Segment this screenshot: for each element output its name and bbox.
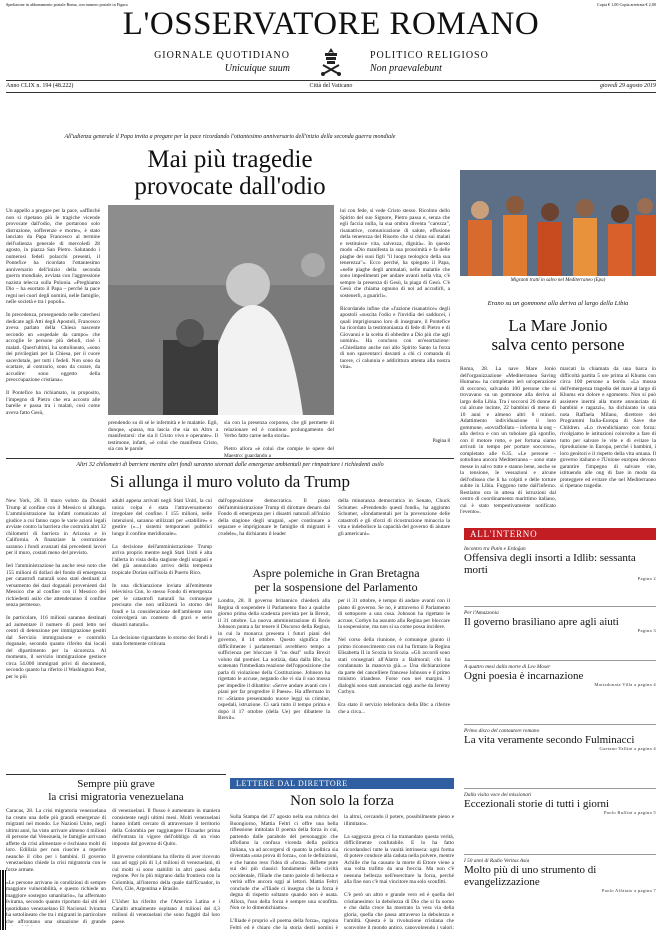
sidebar-item-page: Pagina 3 [637, 628, 656, 633]
sidebar-item[interactable] [464, 854, 656, 928]
issue-date: giovedì 29 agosto 2019 [599, 83, 656, 89]
trump-column-2: adulti appena arrivati negli Stati Uniti, la cui unica colpa è stata l'attraversamento irregolare del confine. I 155 milioni, nelle intenzioni, saranno utilizzati per «stabilire» e gestire («...) sistemi temporanei pubblici lungo il confine meridionale». La decisione dell'amministrazione Trump arriva proprio mentre negli Stati Uniti è alta l'allerta in vista della stagione degli uragani e del già annunciato arrivo della tempesta tropicale Dorian sull'isola di Puerto Rico. In una dichiarazione inviata all'emittente televisiva Cnn, lo stesso Fondo di emergenza per le catastrofi naturali ha comunque precisato che non utilizzerà lo storno dei fondi e la considerazione dell'ambiente non coinvolgerà un contesto di gravi e serie disastri naturali». La decisione riguardante lo storno dei fondi è stata fortemente criticata [112, 498, 212, 647]
sidebar-item-author: Mariadonata Villa [594, 682, 633, 687]
sidebar-item-kicker: A quattro mesi dalla morte di Leo Moser [464, 664, 551, 670]
lead-headline-line2: provocate dall'odio [134, 173, 326, 200]
trump-headline: Si allunga il muro voluto da Trump [110, 472, 350, 491]
sidebar [464, 528, 656, 930]
uk-column-1: Londra, 28. Il governo britannico chiederà alla Regina di sospendere il Parlamento fino a qualche giorno prima della scadenza prevista per la Brexit, il 31 ottobre. La nuova amministrazione di Boris Johnson punta a far tenere il Discorso della Regina, in cui la monarca presenta i futuri piani del governo, il 14 ottobre. Questo significa che difficilmente i parlamentari avrebbero tempo a sufficienza per bloccare il "no deal" sulla Brexit voluto dal premier. La notizia, data dalla Bbc, ha scatenato l'immediata reazione dell'opposizione che parla di violazione della Costituzione. Johnson ha rigettato le accuse, negando che vi sia il suo mossa per impedire il dibattito: «Serve andare avanti con i piani per far progredire il Paese». Ha affermato in tv: «Stiamo presentando nuove leggi su crimine, ospedali, istruzione. Ci sarà tutto il tempo prima e dopo il 17 ottobre (della Ue) per dibattere la Brexit». [218, 598, 330, 721]
migrants-column-1: Roma, 28. La nave Mare Jonio dell'organizzazione «Mediterranea Saving Humans» ha completato ieri un'operazione di soccorso, salvando 100 persone che si trovavano su un gommone alla deriva al largo della Libia. Tra i soccorsi 26 donne di cui alcune incinte, 22 bambini di meno di 10 anni e almeno altri 6 minori. Adattimento individuazione il loro gommone, «sovraffollato – informa la ong – alla deriva e con un tubolare già sgonfio, con il motore rotto, e per fortuna siamo arrivati in tempo per portare soccorso», completato alle 6.35. «Le persone – sottolinea ancora Mediterranea – sono state messe in salvo tutte e stanno bene, anche se la tensione, le vessazioni e alcune dell'odissea che li ha colpiti e delle torture subite in Libia. Fuggono tutte dall'inferno. Restiamo ora in attesa di istruzioni dal centro di coordinamento marittimo italiano, cui è stato tempestivamente notificato l'evento». [460, 366, 556, 515]
editorial-banner: LETTERE DAL DIRETTORE [230, 778, 454, 789]
trump-column-4: della minoranza democratica in Senato, Chuck Schumer. «Prendendo questi fondi», ha aggiunto Schumer, «fondamentali per la prevenzione delle catastrofi e gli sforzi di ricostruzione minaccia la vita e indebolisce la capacità del governo di aiutare gli americani». [338, 498, 450, 537]
lead-column-3: sia con la presenza corporea, che gli permette di relazionare ed è continuo prolungamento del Verbo fatto carne nella storia». Pietro allora «è colui che compie le opere del Maestro: guardando a [224, 420, 334, 459]
city: Città del Vaticano [309, 83, 353, 89]
subtitle-left: GIORNALE QUOTIDIANO [154, 50, 290, 61]
motto-left: Unicuique suum [224, 63, 290, 74]
migrants-headline-line2: salva cento persone [491, 335, 625, 354]
sidebar-item[interactable] [464, 724, 656, 784]
sidebar-item[interactable] [464, 788, 656, 850]
uk-column-2: per il 31 ottobre, è tempo di andare avanti con il piano di governo. Se no, è attraverso il Parlamento di sottoporre a una cosa. Johnson ha rigettato le accuse, Corbyn ha assunto alla Regina per bloccare la sospensione, ma non si sa come possa incidere. Nel corso della riunione, è comunque giunto il primo riconoscimento con cui ha firmato la Regina Elisabetta II in Scozia in Scozia. «Gli accordi sono stati consegnati all'Alarm a Balmoral; chi ha condannato la manovra già...» Una dichiarazione da parte del cancelliere francese Johnson e il primo ministro irlandese. Forse non nei margini. I dialoghi sono stati annunciati oggi anche da Jeremy Corbyn. Era stato il servizio telefonico della Bbc a riferire che a circa... [338, 598, 450, 715]
migrants-kicker: Erano su un gommone alla deriva al largo della Libia [487, 300, 629, 307]
motto-right: Non praevalebunt [370, 63, 442, 74]
migrants-photo [460, 170, 656, 276]
lead-column-2: prendendo su di sé le infermità e le malattie. Egli, dunque, «passa, ma lascia che sia un Altro a manifestarsi: che sia il Cristo vivo e operante». Il testimone, infatti, «è colui che manifesta Cristo, sia con le parole [108, 420, 218, 452]
venezuela-headline-line1: Sempre più grave [77, 778, 155, 790]
migrants-headline-line1: La Mare Jonio [508, 316, 608, 335]
editorial-column-1: Sulla Stampa del 27 agosto nella sua rubrica del Buongiorno, Mattia Feltri ci offre una bella riflessione intitolata Il poema della forza in cui, partendo dalle parabole del personaggio che affollano la confusa vicenda della politica italiana, va ad accorgersi di quanto la politica sia diventata «una prova di forza», con le definizioni, e che hanno reso l'idea di «forza». Riflette pure sui dei più classici fondamenti della civiltà occidentale, l'Iliade che tanto parole di bellezza e verità offre ancora oggi ai lettori. Mattia Feltri conclude che «l'Iliade ci insegna che la forza è degna di rispetto soltanto quando non è usata. Allora, l'uso della forza è sempre una sconfitta. Non ce lo dimentichiamo». L'Iliade è proprio «il poema della forza», ragiona Feltri ed è chiaro che la storia degli uomini è [230, 814, 338, 929]
pope-photo [108, 205, 334, 415]
sidebar-item[interactable] [464, 546, 656, 602]
sidebar-item-kicker: I 50 anni di Radio Veritas Asia [464, 858, 530, 864]
sidebar-item-page: a pagina 4 [634, 746, 656, 751]
sidebar-item-page: a pagina 7 [634, 888, 656, 893]
lead-column-1: Un appello a pregare per la pace, «affinché non si ripetano più le tragiche vicende provocate dall'odio, che portarono solo distruzione, sofferenze e morte», è stato lanciato da Papa Francesco al termine dell'udienza generale di mercoledì 28 agosto, in piazza San Pietro. Salutando i numerosi fedeli polacchi presenti, il Pontefice ha ricordato l'ottantesimo anniversario dell'inizio della seconda guerra mondiale, avviata con l'aggressione nazista telecca sulla Polonia. «Preghiamo Dio – ha esortato il Papa – perché la pace regni nei cuori degli uomini, nelle famiglie, nelle società e tra i popoli». In precedenza, proseguendo nelle catechesi dedicate agli Atti degli Apostoli, Francesco aveva parlato della Chiesa nascente secondo un «ospedale da campo» che accoglie le persone più deboli, cioè i malati. Quest'ultimi, ha sottolineato, «sono dei privilegiati per la Chiesa, per il cuore sacerdotale, per tutti i fedeli. Non sono da scartare, al contrario, sono da curare, da accudire: sono oggetto della preoccupazione cristiana». Il Pontefice ha richiamato, in proposito, l'impegno di Pietro che era accosto alle barelle e passa tra i malati, così come aveva fatto Gesù, [6, 208, 100, 416]
migrants-photo-caption: Migranti tratti in salvo nel Mediterraneo (Epa) [510, 278, 606, 283]
venezuela-column-2: di venezuelani. Il flusso è aumentato in maniera consistente negli ultimi mesi. Molti venezuelani hanno infatti cercato di attraversare il territorio della Colombia per raggiungere l'Ecuador prima dell'entrata in vigore dell'obbligo di un visto imposto dal governo di Quito. Il governo colombiano ha riferito di aver ricevuto una ad oggi più di 1,4 milioni di venezuelani, di cui molti si sono stabiliti in altri paesi della regione. Per lo più migrano dalla frontiera con la Colombia, all'interno della quale dall'Ecuador, in Perù, Cile, Argentina e Brasile. L'Usher ha riferito che l'America Latina e i Caraibi attualmente ospitano 4 milioni dei 4,3 milioni di venezuelani che sono fuggiti dal loro paese. [112, 808, 220, 925]
lead-column-4: lui con fede, si vede Cristo stesso. Ricolmo dello Spirito del suo Signore, Pietro passa e, senza che egli faccia nulla, la sua ombra diventa "carezza", risanatrice, comunicazione di salute, effusione della tenerezza del Risorto che si china sui malati e restituisce vita, salvezza, dignità». In questo modo «Dio manifesta la sua prossimità e fa delle piaghe dei suoi figli "il luogo teologico della sua tenerezza"». Ecco perché, ha spiegato il Papa, «nelle piaghe degli ammalati, nelle malattie che sono impedimenti per andare avanti nella vita, c'è sempre la presenza di Gesù, la piaga di Gesù. C'è Gesù che chiama ognuno di noi ad accudirli, a sostenerli, a guarirli». Ricordando infine che «l'azione risanatrice» degli apostoli «suscita l'odio e l'invidia dei sadducei, i quali imprigionano loro di insegnare, il Pontefice ha ricordato la testimonianza di fede di Pietro e di Giovanni e la scelta di obbedire a Dio più che agli uomini». Ha concluso con un'esortazione: «Chiediamo anche noi allo Spirito Santo la forza di non spaventarci davanti a chi ci comanda di tacere, ci calunnia e addirittura attenta alla nostra vita». [340, 208, 450, 370]
venezuela-headline-line2: la crisi migratoria venezuelana [48, 791, 184, 803]
uk-headline-line1: Aspre polemiche in Gran Bretagna [252, 566, 420, 580]
lead-headline-line1: Mai più tragedie [147, 146, 313, 173]
trump-column-3: dall'opposizione democratica. Il piano dell'amministrazione Trump di dirottare denaro dal Fondo di emergenza per i disastri naturali all'inizio della stagione degli uragani, «per continuare a separare e imprigionare le famiglie di migranti è crudele», ha dichiarato il leader [218, 498, 330, 537]
migrants-headline [460, 316, 656, 354]
barcode-icon [0, 870, 6, 930]
sidebar-item[interactable] [464, 606, 656, 656]
masthead: L'OSSERVATORE ROMANO [122, 6, 540, 42]
sidebar-item-author: Gaetano Vallini [599, 746, 633, 751]
venezuela-headline [6, 778, 226, 804]
sidebar-item-kicker: Per l'Amazzonia [464, 610, 499, 616]
uk-headline-line2: per la sospensione del Parlamento [254, 580, 418, 594]
sidebar-item-kicker: Dalla visita voce dei missionari [464, 792, 532, 798]
sidebar-item-title: Ogni poesia è incarnazione [464, 670, 584, 682]
sidebar-item-kicker: Primo disco del cantautore romano [464, 728, 540, 734]
migrants-column-2: marcati la chiamata da una barca in difficoltà partita 5 ore prima al Khums con circa 100 persone a bordo. «La mossa dell'emergenza tragedia del mare al largo di Khums era dolore e sgomento. Non si può assistere inermi alla morte annunciata di bambini e ragazzi», ha dichiarato in una nota Raffaela Milano, direttore dei Programmi Italia-Europa di Save the Children. «Lo rivendichiamo con forza: rivolgiamo le istituzioni coinvolte a fare di tutto per salvare le vite e di evitare la riproduzione in Europa, perché i bambini, i loro genitori e il rispetto della vita umana. Il governo italiano e l'Unione europea devono garantire l'impegno di salvare vite, istituendo alle ong di fare in modo da proteggere ed evitare che nel Mediterraneo si ripetano tragedie. [560, 366, 656, 489]
sidebar-item-title: Molto più di uno strumento di evangelizzazione [464, 864, 597, 888]
sidebar-item-title: La vita veramente secondo Fulminacci [464, 734, 635, 746]
postal-notice: Spedizione in abbonamento postale Roma, con numero postale in Figura [6, 2, 128, 7]
sidebar-item-title: Il governo brasiliano apre agli aiuti [464, 616, 619, 628]
trump-column-1: New York, 28. Il muro voluto da Donald Trump al confine con il Messico si allunga. L'amministrazione ha infatti comunicato al giudice a cui fanno capo le varie azioni legali avviate contro la barriera che costruirà altri 32 chilometri di barriera in Arizona e in California. A finanziare la costruzione saranno i fondi avanzati dai precedenti lavori per il muro, costati meno del previsto. Ieri l'amministrazione ha anche reso noto che 155 milioni di dollari del fondo di emergenza per catastrofi naturali sono stati destinati al versamento dei dazi doganali provenienti dal Messico che al confine con il Messico dei richiedenti asilo che attenderanno il confine senza permesso. In particolare, 116 milioni saranno destinati ad aumentare il numero di posti letto nei centri di detenzione per immigrazione gestiti dal Servizio immigrazione e controllo doganale, secondo quanto riferito dai locali del dipartimento per la sicurezza. Al momento, il servizio immigrazione gestisce circa 54.000 immigrati privi di documenti, secondo quanto ha riferito il Washington Post, per lo più [6, 498, 106, 680]
papal-emblem-icon [317, 47, 345, 77]
sidebar-item[interactable] [464, 660, 656, 720]
sidebar-item-kicker: Incontro tra Putin e Erdoğan [464, 546, 526, 552]
subtitle-right: POLITICO RELIGIOSO [370, 50, 489, 61]
sidebar-item-author: Paolo Affatato [601, 888, 633, 893]
sidebar-item-title: Eccezionali storie di tutti i giorni [464, 798, 610, 810]
editorial-headline: Non solo la forza [290, 793, 394, 809]
uk-headline [218, 566, 454, 594]
trump-kicker: Altri 32 chilometri di barriere mentre altri fondi saranno stornati dalle emergenze ambientali per rimpatriare i richiedenti asilo [76, 462, 384, 468]
sidebar-item-author: Paolo Ruffini [603, 810, 633, 815]
lead-page-ref: Pagina 8 [432, 439, 450, 444]
issue-number: Anno CLIX n. 194 (48.222) [6, 83, 74, 89]
price-notice: Copia € 1,00 Copia arretrata € 2,00 [596, 2, 656, 7]
lead-kicker: All'udienza generale il Papa invita a pregare per la pace ricordando l'ottantesimo anniversario dell'inizio della seconda guerra mondiale [64, 134, 396, 140]
sidebar-item-page: a pagina 5 [634, 810, 656, 815]
editorial-column-2: la altrui, cercando il potere, possibilmente pieno e illimitato». La saggezza greca ci ha tramandato questa verità, difficilmente confutabile. E lo ha fatto ricordandoci tutte la vanità intrinseca: ogni forma di potere conduce alla caduta nella polvere, mentre Achille che ha causato la morte di Ettore viene a sua volta trafitto da una freccia. Ma non c'è nessuna bellezza nell'esercitare la forza, perché alla fine non c'è mai vincitore ma solo sconfitti. C'è però un altro e grande vero ed è quella del cristianesimo: la debolezza di Dio che si fa uomo e che dalla croce ha mostrato la vera via della gloria, quella che passa attraverso la debolezza e l'umiltà. Questa è la rivoluzione cristiana che sconvolge il mondo antico, capovolgendo i valori: [344, 814, 454, 929]
sidebar-banner: ALL'INTERNO [464, 528, 656, 540]
venezuela-column-1: Caracas, 28. La crisi migratoria venezuelana ha creato una delle più grandi emergenze di migranti nel mondo. Le Nazioni Unite, negli ultimi anni, ha visto arrivare almeno 4 milioni di persone dal Venezuela, le famiglie arrivano affette da crisi alimentare e rischiano molti di loro. Edilizia per non riuscire a reperire neanche il cibo per i bambini. Il governo venezuelano chiede la crisi migratoria con le forze armate. «Le persone arrivano in condizioni di sempre maggiore vulnerabilità, e questo richiede un maggiore sostegno umanitario», ha affermato Ivirama, secondo quanto riportato dai siti del quotidiano venezuelano El Nacional. Ivirama ha sottolineato che tra i migranti in particolare che affrontano una situazione di grande [6, 808, 106, 925]
sidebar-item-title: Offensiva degli insorti a Idlib: sessanta morti [464, 552, 636, 576]
lead-headline [6, 146, 454, 200]
sidebar-item-page: Pagina 2 [637, 576, 656, 581]
sidebar-item-page: a pagina 4 [634, 682, 656, 687]
